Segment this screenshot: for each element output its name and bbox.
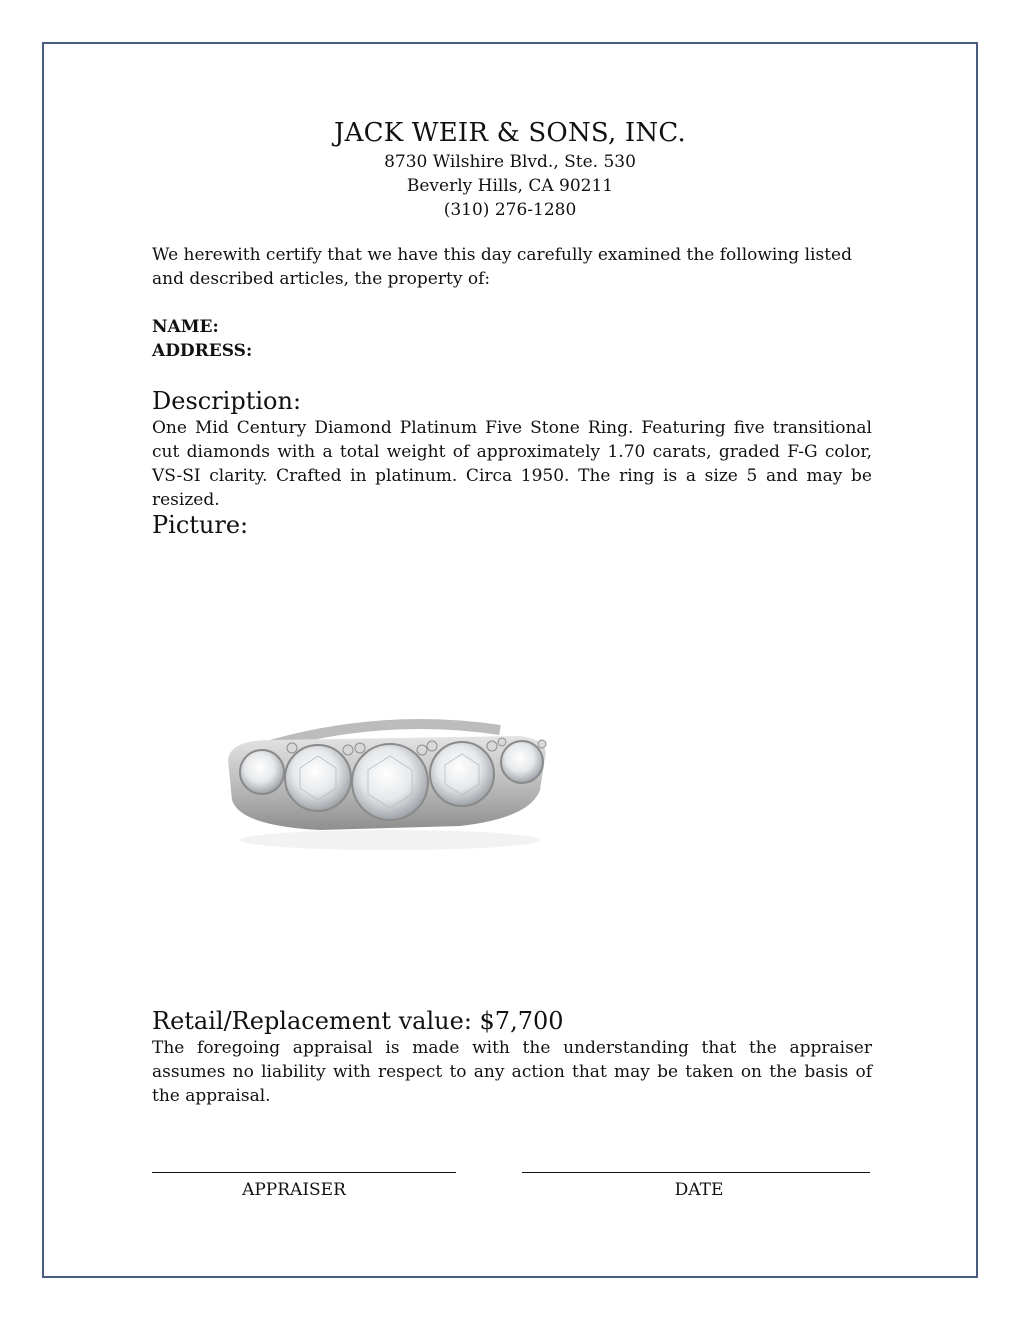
ring-image bbox=[200, 700, 580, 870]
company-phone: (310) 276-1280 bbox=[443, 200, 577, 220]
description-heading: Description: bbox=[152, 387, 302, 415]
diamond-5 bbox=[501, 741, 543, 783]
ring-photo bbox=[200, 700, 580, 870]
appraiser-label: APPRAISER bbox=[242, 1180, 346, 1200]
company-address-line1: 8730 Wilshire Blvd., Ste. 530 bbox=[384, 152, 636, 172]
ring-shadow bbox=[240, 830, 540, 850]
letterhead bbox=[0, 116, 1020, 222]
certification-text: We herewith certify that we have this day carefully examined the following listed and described articles, the property of: bbox=[152, 245, 852, 289]
diamond-3 bbox=[352, 744, 428, 820]
picture-heading: Picture: bbox=[152, 511, 249, 539]
diamond-4 bbox=[430, 742, 494, 806]
diamond-2 bbox=[285, 745, 351, 811]
date-label: DATE bbox=[674, 1180, 724, 1200]
company-name: JACK WEIR & SONS, INC. bbox=[334, 118, 686, 148]
diamond-1 bbox=[240, 750, 284, 794]
description-text: One Mid Century Diamond Platinum Five Stone Ring. Featuring five transitional cut diamonds with a total weight of approximately 1.70 carats, graded F-G color, VS-SI clarity. Crafted in platinum. Circa 1950. The ring is a size 5 and may be resized. bbox=[152, 418, 872, 510]
date-signature-line bbox=[522, 1172, 870, 1173]
company-address-line2: Beverly Hills, CA 90211 bbox=[406, 176, 614, 196]
valuation-heading: Retail/Replacement value: $7,700 bbox=[152, 1007, 564, 1035]
disclaimer-text: The foregoing appraisal is made with the understanding that the appraiser assumes no liability with respect to any action that may be taken on the basis of the appraisal. bbox=[152, 1038, 872, 1106]
address-label: ADDRESS: bbox=[152, 341, 253, 361]
appraiser-signature-line bbox=[152, 1172, 456, 1173]
name-label: NAME: bbox=[152, 317, 219, 337]
